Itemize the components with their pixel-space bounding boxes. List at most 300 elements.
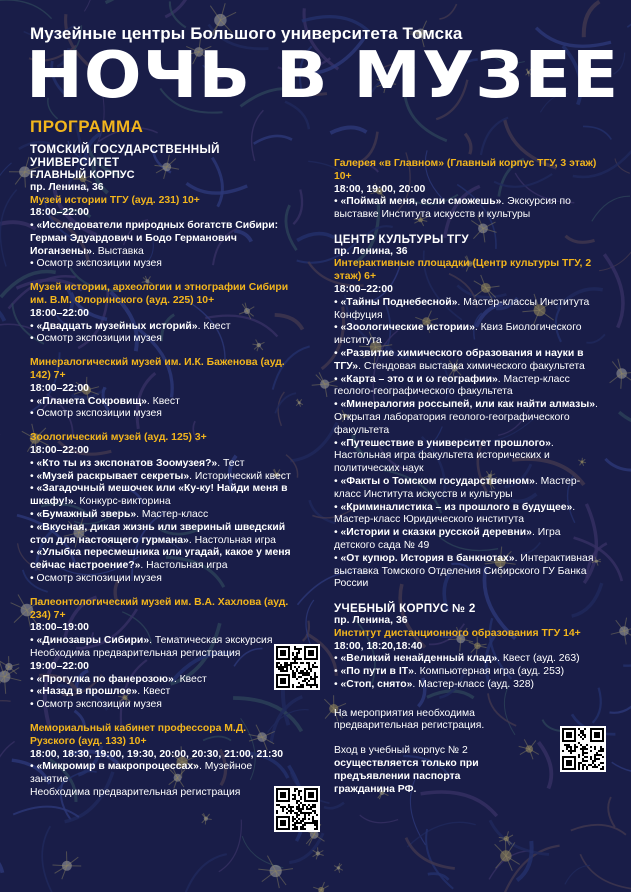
qr-module: [302, 806, 304, 808]
qr-code-icon: [562, 728, 604, 770]
qr-module: [294, 648, 296, 650]
event-item: [30, 408, 292, 421]
event-item: [30, 547, 292, 573]
qr-module: [304, 814, 306, 816]
event-title: «Прогулка по фанерозою»: [36, 673, 174, 685]
event-type: . Тематическая экскурсия: [149, 635, 273, 647]
qr-module: [284, 666, 286, 668]
qr-module: [586, 760, 588, 762]
qr-module: [296, 656, 298, 658]
qr-module: [598, 764, 600, 766]
qr-module: [282, 670, 284, 672]
qr-module: [308, 822, 310, 824]
qr-module: [294, 660, 296, 662]
event-type: Осмотр экспозиции музея: [36, 573, 162, 585]
qr-module: [284, 806, 286, 808]
qr-module: [298, 672, 300, 674]
bullet: •: [334, 348, 341, 360]
qr-module: [278, 804, 280, 806]
qr-module: [570, 748, 572, 750]
qr-module: [590, 750, 592, 752]
qr-module: [300, 828, 302, 830]
qr-module: [594, 748, 596, 750]
right-column: [334, 158, 604, 796]
qr-module: [306, 662, 308, 664]
bullet: •: [334, 678, 341, 690]
museum-block: [30, 357, 292, 421]
qr-module: [292, 676, 294, 678]
qr-module: [300, 802, 302, 804]
qr-module: [574, 744, 576, 746]
qr-module: [288, 806, 290, 808]
qr-module: [592, 762, 594, 764]
registration-note: Необходима предварительная регистрация: [30, 648, 241, 659]
qr-module: [300, 672, 302, 674]
qr-module: [304, 822, 306, 824]
qr-module: [298, 686, 300, 688]
qr-module: [582, 734, 584, 736]
qr-module: [296, 658, 298, 660]
qr-module: [584, 734, 586, 736]
qr-finder: [594, 732, 600, 738]
qr-module: [288, 810, 290, 812]
poster-title: НОЧЬ В МУЗЕЕ: [26, 39, 620, 113]
qr-module: [288, 664, 290, 666]
qr-module: [294, 822, 296, 824]
qr-module: [276, 812, 278, 814]
qr-module: [302, 828, 304, 830]
bullet: •: [334, 437, 341, 449]
time-slot: 18:00–22:00: [30, 207, 89, 219]
qr-module: [314, 804, 316, 806]
qr-module: [316, 824, 318, 826]
qr-module: [298, 794, 300, 796]
culture-center-block: [334, 233, 604, 591]
qr-module: [584, 752, 586, 754]
qr-module: [314, 676, 316, 678]
bullet: •: [30, 521, 37, 533]
time-slot: 18:00, 18:20,18:40: [334, 640, 423, 652]
building2-block: [334, 602, 604, 691]
qr-module: [310, 806, 312, 808]
qr-module: [594, 766, 596, 768]
qr-module: [298, 650, 300, 652]
qr-module: [308, 664, 310, 666]
address: пр. Ленина, 36: [334, 245, 408, 257]
qr-module: [282, 668, 284, 670]
qr-module: [594, 756, 596, 758]
qr-module: [312, 804, 314, 806]
qr-module: [578, 734, 580, 736]
qr-module: [596, 766, 598, 768]
qr-module: [314, 812, 316, 814]
qr-module: [298, 658, 300, 660]
qr-module: [306, 674, 308, 676]
time-slot: 19:00–22:00: [30, 660, 89, 672]
bullet: •: [334, 501, 341, 513]
event-title: «Двадцать музейных историй»: [36, 320, 198, 332]
qr-module: [294, 674, 296, 676]
qr-module: [308, 812, 310, 814]
qr-module: [578, 764, 580, 766]
qr-module: [296, 800, 298, 802]
museum-name: Мемориальный кабинет профессора М.Д. Рузского (ауд. 133) 10+: [30, 722, 247, 747]
qr-module: [286, 668, 288, 670]
bullet: •: [30, 686, 37, 698]
time-slot: 18:00–22:00: [30, 382, 89, 394]
registration-note: На мероприятия необходима предварительная регистрация.: [334, 707, 485, 732]
entry-note: [334, 745, 504, 796]
qr-module: [584, 756, 586, 758]
bullet: •: [30, 395, 37, 407]
museum-block: [30, 282, 292, 346]
qr-module: [600, 748, 602, 750]
bullet: •: [30, 320, 37, 332]
qr-module: [308, 808, 310, 810]
qr-module: [570, 752, 572, 754]
qr-module: [582, 750, 584, 752]
qr-module: [286, 666, 288, 668]
event-type: . Интерактивная выставка Томского Отделения Сибирского ГУ Банка России: [334, 552, 594, 590]
qr-module: [582, 738, 584, 740]
qr-module: [310, 686, 312, 688]
qr-module: [300, 826, 302, 828]
qr-module: [302, 804, 304, 806]
qr-module: [304, 678, 306, 680]
qr-module: [298, 806, 300, 808]
event-type: . Мастер-класс: [136, 509, 209, 521]
museum-block: [30, 597, 292, 712]
bullet: •: [334, 476, 341, 488]
building-name: ГЛАВНЫЙ КОРПУС: [30, 169, 135, 181]
org-name: ЦЕНТР КУЛЬТУРЫ ТГУ: [334, 232, 469, 246]
event-type: . Музейное занятие: [30, 761, 253, 786]
qr-code-registration[interactable]: [560, 726, 606, 772]
qr-module: [292, 658, 294, 660]
qr-module: [314, 824, 316, 826]
event-type: . Выставка: [91, 245, 144, 257]
event-title: «Вкусная, дикая жизнь или звериный шведский стол для настоящего гурмана»: [30, 521, 286, 546]
qr-module: [296, 808, 298, 810]
qr-module: [294, 824, 296, 826]
qr-module: [282, 808, 284, 810]
event-item: [334, 196, 604, 222]
bullet: •: [334, 666, 341, 678]
event-type: Осмотр экспозиции музея: [36, 258, 162, 270]
event-title: «Назад в прошлое»: [36, 686, 138, 698]
qr-module: [582, 766, 584, 768]
qr-module: [288, 804, 290, 806]
qr-module: [310, 808, 312, 810]
qr-module: [278, 668, 280, 670]
qr-module: [594, 746, 596, 748]
event-title: «Поймай меня, если сможешь»: [340, 196, 502, 208]
bullet: •: [30, 220, 37, 232]
qr-module: [578, 762, 580, 764]
qr-module: [308, 674, 310, 676]
qr-module: [296, 822, 298, 824]
qr-module: [294, 658, 296, 660]
event-type: . Настольная игра факультета исторических и политических наук: [334, 437, 554, 475]
qr-module: [314, 674, 316, 676]
qr-module: [316, 828, 318, 830]
qr-module: [280, 670, 282, 672]
qr-module: [306, 678, 308, 680]
event-item: [30, 573, 292, 586]
event-type: . Квест: [197, 320, 231, 332]
time-slot: 18:00–22:00: [30, 307, 89, 319]
event-title: «Развитие химического образования и науки в ТГУ»: [334, 348, 584, 372]
qr-module: [300, 648, 302, 650]
qr-module: [302, 818, 304, 820]
qr-module: [298, 648, 300, 650]
qr-module: [566, 744, 568, 746]
event-item: [334, 527, 604, 553]
event-type: . Квест: [137, 686, 171, 698]
qr-module: [586, 768, 588, 770]
bullet: •: [334, 552, 341, 564]
qr-module: [292, 820, 294, 822]
qr-module: [290, 810, 292, 812]
qr-module: [294, 796, 296, 798]
qr-module: [562, 750, 564, 752]
qr-module: [298, 682, 300, 684]
event-item: [334, 399, 604, 437]
qr-module: [602, 756, 604, 758]
event-title: «Факты о Томском государственном»: [340, 476, 535, 488]
qr-module: [586, 756, 588, 758]
qr-module: [308, 672, 310, 674]
qr-module: [302, 820, 304, 822]
event-item: [30, 635, 292, 661]
qr-module: [294, 676, 296, 678]
qr-module: [286, 670, 288, 672]
event-item: [334, 297, 604, 323]
event-type: . Открытая лаборатория геолого-географического факультета: [334, 399, 598, 436]
museum-block: [30, 723, 292, 800]
event-title: «От купюр. История в банкнотах»: [340, 552, 515, 564]
qr-module: [300, 798, 302, 800]
qr-module: [592, 760, 594, 762]
event-title: «Музей раскрывает секреты»: [36, 470, 190, 482]
qr-module: [308, 662, 310, 664]
time-slot: 18:00–22:00: [30, 445, 89, 457]
qr-module: [298, 808, 300, 810]
qr-module: [314, 672, 316, 674]
event-type: . Стендовая выставка химического факультета: [358, 360, 585, 372]
qr-module: [590, 756, 592, 758]
qr-module: [296, 802, 298, 804]
qr-module: [308, 680, 310, 682]
qr-module: [578, 754, 580, 756]
qr-module: [314, 684, 316, 686]
qr-module: [300, 684, 302, 686]
qr-module: [306, 670, 308, 672]
qr-module: [296, 788, 298, 790]
qr-module: [586, 744, 588, 746]
event-type: . Экскурсия по выставке Института искусств и культуры: [334, 196, 571, 221]
qr-module: [314, 822, 316, 824]
qr-module: [566, 746, 568, 748]
event-item: [30, 483, 292, 509]
qr-module: [316, 826, 318, 828]
event-item: [334, 348, 604, 374]
qr-module: [298, 652, 300, 654]
qr-module: [298, 804, 300, 806]
qr-module: [292, 672, 294, 674]
event-title: «Криминалистика – из прошлого в будущее»: [340, 501, 573, 513]
registration-note: Необходима предварительная регистрация: [30, 786, 241, 798]
museum-name: Интерактивные площадки (Центр культуры ТГУ, 2 этаж) 6+: [334, 258, 592, 283]
qr-module: [286, 808, 288, 810]
qr-module: [316, 676, 318, 678]
qr-module: [294, 646, 296, 648]
qr-module: [580, 762, 582, 764]
qr-module: [308, 814, 310, 816]
event-item: [30, 674, 292, 687]
qr-module: [310, 670, 312, 672]
bullet: •: [30, 673, 37, 685]
qr-module: [298, 818, 300, 820]
qr-module: [294, 826, 296, 828]
event-item: [334, 553, 604, 591]
event-item: [30, 321, 292, 334]
qr-module: [296, 826, 298, 828]
event-item: [30, 522, 292, 548]
qr-module: [594, 760, 596, 762]
qr-module: [280, 666, 282, 668]
event-type: . Компьютерная игра (ауд. 253): [413, 666, 565, 678]
qr-module: [306, 682, 308, 684]
qr-module: [294, 788, 296, 790]
event-title: «Истории и сказки русской деревни»: [340, 527, 532, 539]
bullet: •: [334, 196, 341, 208]
event-item: [30, 258, 292, 271]
qr-module: [294, 798, 296, 800]
event-item: [334, 476, 604, 502]
qr-module: [296, 814, 298, 816]
qr-module: [316, 686, 318, 688]
qr-module: [314, 682, 316, 684]
qr-module: [306, 812, 308, 814]
museum-name: Институт дистанционного образования ТГУ 14+: [334, 627, 581, 639]
qr-module: [292, 684, 294, 686]
qr-module: [316, 684, 318, 686]
qr-module: [298, 810, 300, 812]
qr-module: [304, 824, 306, 826]
qr-module: [276, 804, 278, 806]
qr-module: [300, 796, 302, 798]
qr-module: [574, 746, 576, 748]
qr-module: [296, 662, 298, 664]
qr-module: [300, 676, 302, 678]
qr-module: [312, 678, 314, 680]
qr-module: [298, 822, 300, 824]
qr-module: [306, 672, 308, 674]
qr-module: [582, 752, 584, 754]
org-name: УЧЕБНЫЙ КОРПУС № 2: [334, 602, 476, 616]
bullet: •: [30, 635, 37, 647]
qr-module: [296, 648, 298, 650]
qr-module: [304, 672, 306, 674]
qr-module: [582, 730, 584, 732]
qr-module: [598, 754, 600, 756]
bullet: •: [30, 573, 37, 585]
qr-module: [294, 794, 296, 796]
event-item: [334, 374, 604, 400]
event-title: «Стоп, снято»: [340, 678, 413, 690]
event-type: . Конкурс-викторина: [73, 496, 171, 508]
event-title: «Исследователи природных богатств Сибири: Герман Эдуардович и Бодо Германович Иоганзены»: [30, 220, 279, 257]
qr-module: [602, 748, 604, 750]
event-type: . Настольная игра: [188, 534, 276, 546]
qr-module: [278, 662, 280, 664]
qr-module: [602, 750, 604, 752]
qr-module: [302, 680, 304, 682]
time-slot: 18:00, 18:30, 19:00, 19:30, 20:00, 20:30, 21:00, 21:30: [30, 748, 284, 760]
qr-module: [304, 816, 306, 818]
qr-finder: [280, 678, 286, 684]
qr-module: [602, 762, 604, 764]
qr-module: [314, 828, 316, 830]
event-item: [30, 699, 292, 712]
qr-finder: [566, 760, 572, 766]
bullet: •: [30, 457, 37, 469]
qr-module: [292, 816, 294, 818]
qr-module: [296, 652, 298, 654]
qr-module: [584, 746, 586, 748]
qr-module: [566, 748, 568, 750]
qr-module: [284, 662, 286, 664]
qr-module: [292, 686, 294, 688]
qr-module: [600, 746, 602, 748]
qr-module: [300, 810, 302, 812]
qr-module: [292, 674, 294, 676]
qr-module: [600, 768, 602, 770]
qr-module: [568, 744, 570, 746]
qr-module: [580, 732, 582, 734]
qr-module: [294, 828, 296, 830]
time-slot: 18:00, 19:00, 20:00: [334, 183, 426, 195]
qr-module: [584, 764, 586, 766]
qr-module: [602, 768, 604, 770]
qr-module: [282, 810, 284, 812]
qr-code-memorial[interactable]: [274, 786, 320, 832]
qr-module: [300, 822, 302, 824]
qr-module: [290, 666, 292, 668]
qr-module: [582, 732, 584, 734]
qr-module: [300, 658, 302, 660]
entry-note-bold: осуществляется только при предъявлении паспорта гражданина РФ.: [334, 758, 479, 795]
event-type: . Мастер-класс (ауд. 328): [412, 678, 534, 690]
qr-module: [596, 754, 598, 756]
address: пр. Ленина, 36: [30, 182, 104, 193]
qr-code-paleo[interactable]: [274, 644, 320, 690]
event-item: [30, 458, 292, 471]
bullet: •: [334, 296, 341, 308]
museum-name: Галерея «в Главном» (Главный корпус ТГУ, 3 этаж) 10+: [334, 158, 597, 182]
qr-module: [600, 754, 602, 756]
qr-module: [312, 820, 314, 822]
event-type: . Настольная игра: [140, 560, 228, 572]
event-item: [334, 666, 604, 679]
qr-module: [308, 666, 310, 668]
qr-code-icon: [276, 788, 318, 830]
qr-module: [582, 748, 584, 750]
event-type: . Квест: [173, 673, 207, 685]
qr-module: [300, 662, 302, 664]
qr-module: [590, 764, 592, 766]
